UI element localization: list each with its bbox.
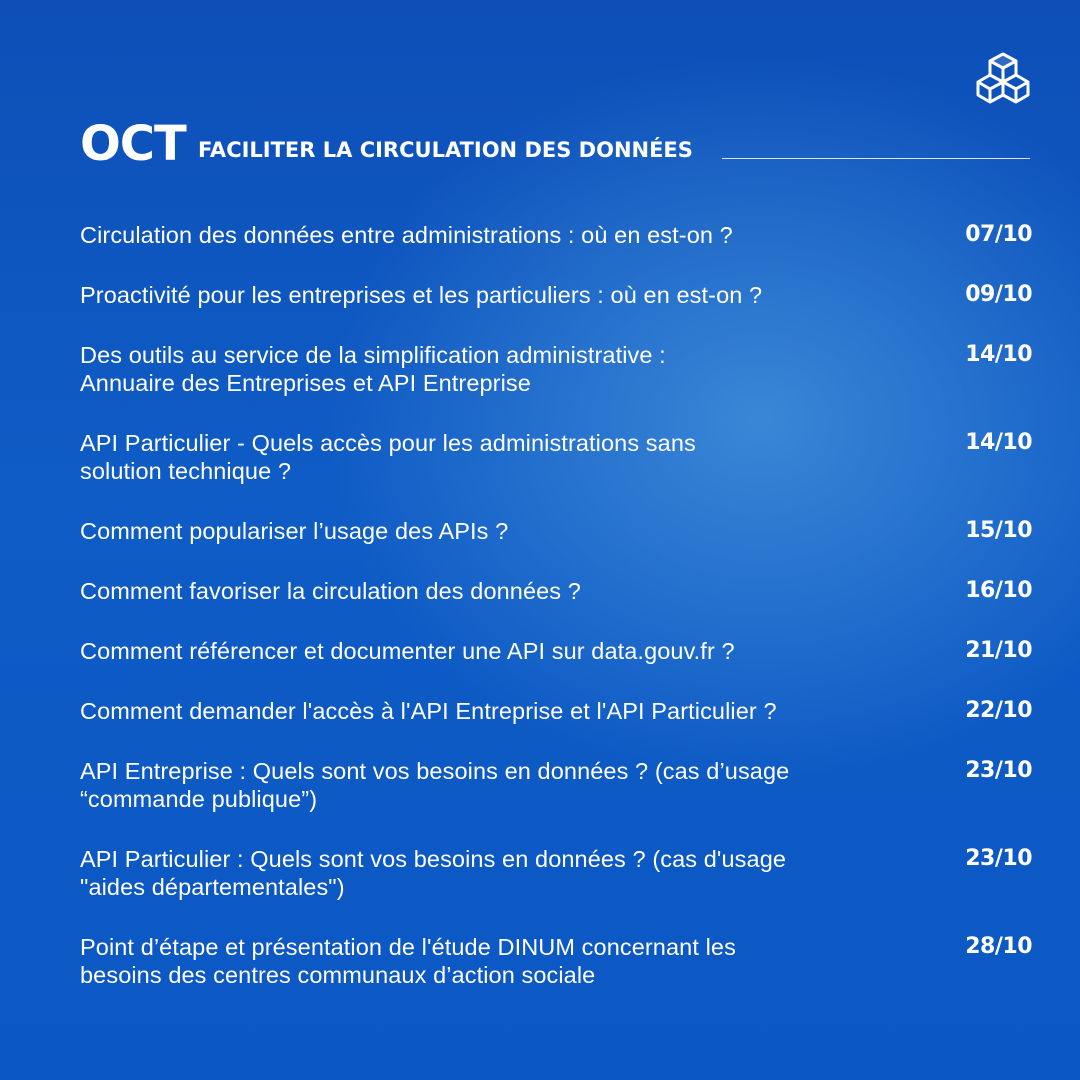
event-date: 15/10 [965,518,1032,543]
event-date: 23/10 [965,846,1032,871]
event-title: Comment demander l'accès à l'API Entreprise et l'API Particulier ? [80,698,777,724]
event-title: Des outils au service de la simplification administrative : Annuaire des Entreprises et API Entreprise [80,342,666,396]
header-divider [722,158,1030,159]
event-title: API Particulier - Quels accès pour les administrations sans solution technique ? [80,430,696,484]
page-header [80,116,1030,172]
event-title: API Particulier : Quels sont vos besoins en données ? (cas d'usage "aides départementales") [80,846,787,900]
event-title: Circulation des données entre administrations : où en est-on ? [80,222,733,248]
month-title: OCT [80,116,186,172]
event-date: 21/10 [965,638,1032,663]
event-title: Point d’étape et présentation de l'étude DINUM concernant les besoins des centres communaux d’action sociale [80,934,736,988]
event-title: Comment référencer et documenter une API sur data.gouv.fr ? [80,638,735,664]
event-date: 07/10 [965,222,1032,247]
event-date: 28/10 [965,934,1032,959]
cubes-logo-icon [972,48,1034,110]
event-date: 22/10 [965,698,1032,723]
event-title: Comment favoriser la circulation des données ? [80,578,581,604]
event-title: API Entreprise : Quels sont vos besoins en données ? (cas d’usage “commande publique”) [80,758,790,812]
event-title: Comment populariser l’usage des APIs ? [80,518,509,544]
page-subtitle: FACILITER LA CIRCULATION DES DONNÉES [198,138,693,162]
event-date: 09/10 [965,282,1032,307]
event-title: Proactivité pour les entreprises et les particuliers : où en est-on ? [80,282,763,308]
event-date: 14/10 [965,430,1032,455]
event-date: 16/10 [965,578,1032,603]
event-date: 23/10 [965,758,1032,783]
event-date: 14/10 [965,342,1032,367]
